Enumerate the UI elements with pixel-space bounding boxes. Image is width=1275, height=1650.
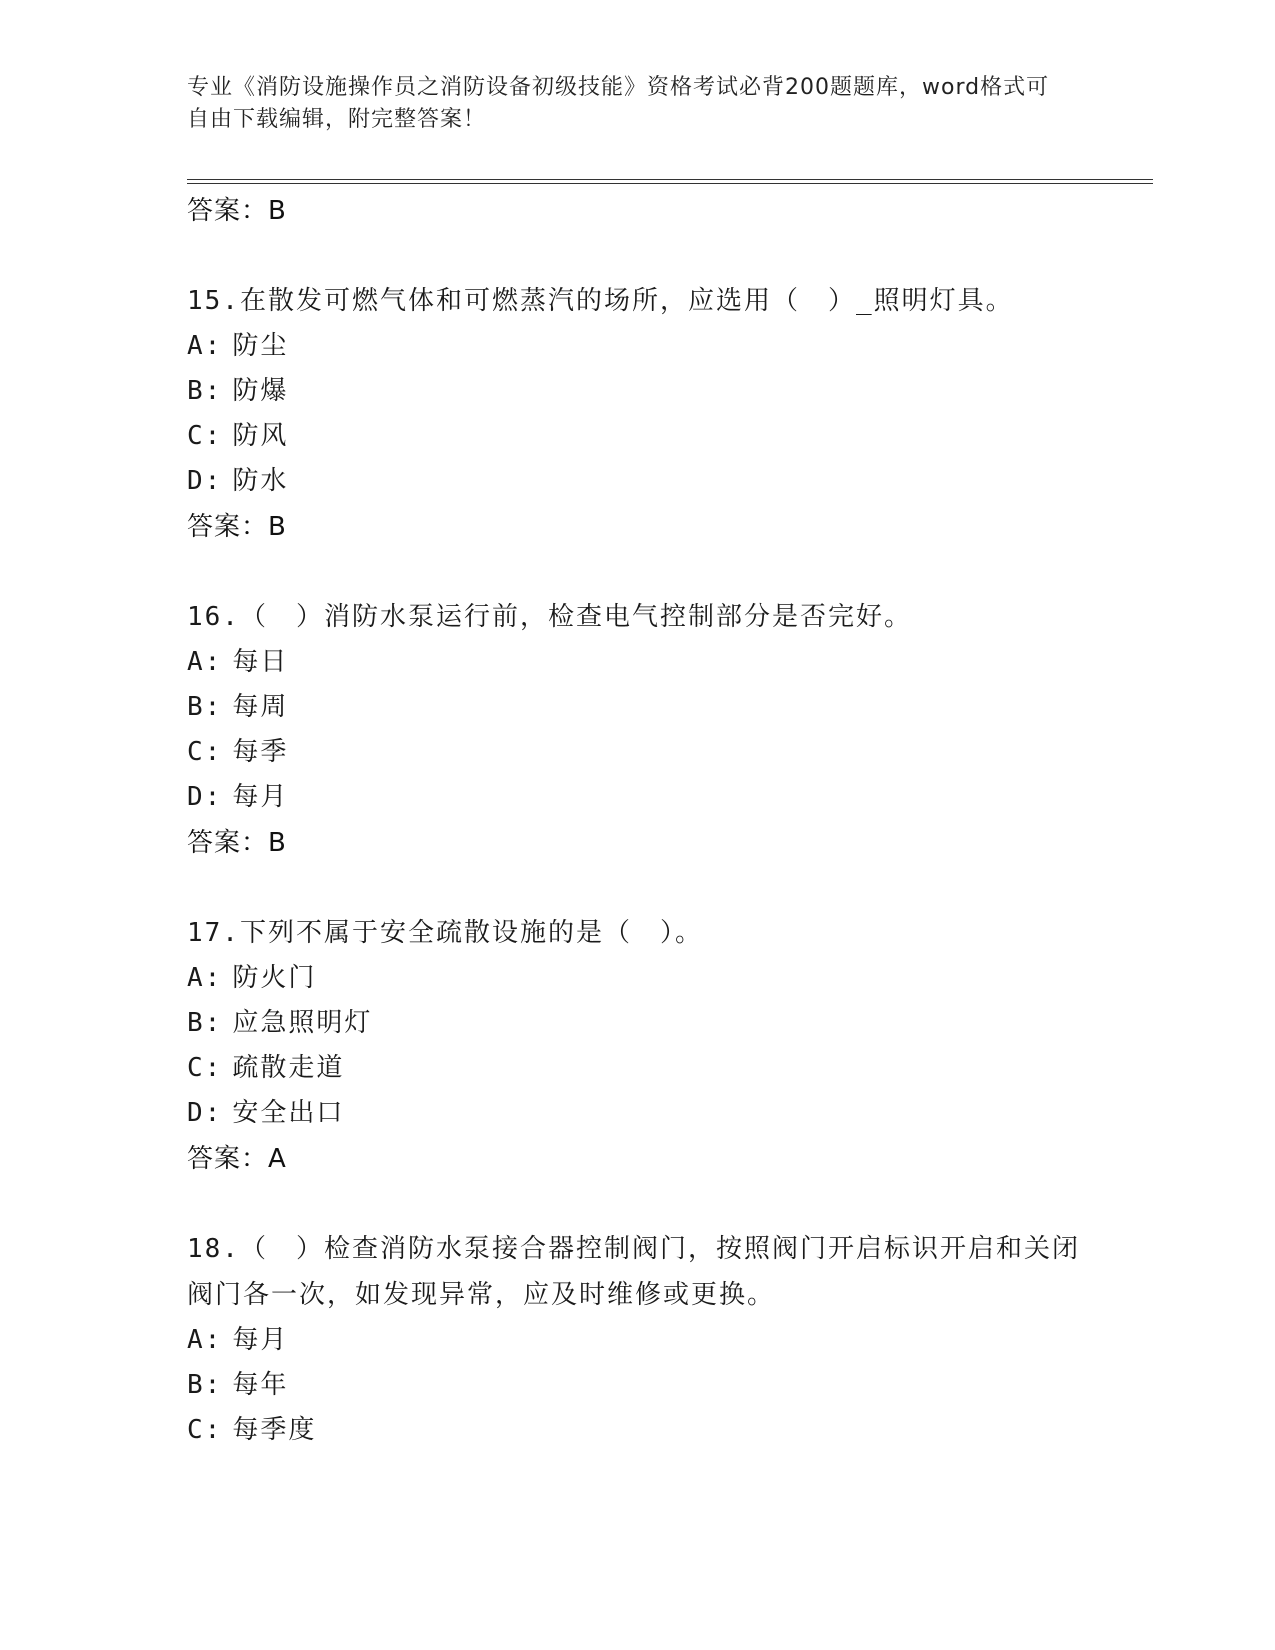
option-d xyxy=(187,1091,1087,1136)
option-text: 每日 xyxy=(232,647,289,677)
option-text: 防尘 xyxy=(232,331,289,361)
option-a xyxy=(187,956,1087,1001)
option-text: 防风 xyxy=(232,421,289,451)
option-text: 每周 xyxy=(232,692,289,722)
option-text: 疏散走道 xyxy=(232,1053,345,1083)
option-a xyxy=(187,324,1087,369)
option-text: 安全出口 xyxy=(232,1098,345,1128)
question-block xyxy=(187,594,1087,866)
option-label: C: xyxy=(187,1053,223,1083)
option-label: A: xyxy=(187,1325,223,1355)
document-content xyxy=(187,188,1087,1453)
header-rule-top xyxy=(187,179,1153,180)
option-label: D: xyxy=(187,466,223,496)
answer-line: 答案：B xyxy=(187,196,287,226)
option-label: C: xyxy=(187,1415,223,1445)
option-d xyxy=(187,775,1087,820)
option-c xyxy=(187,1046,1087,1091)
answer-line: 答案：A xyxy=(187,1144,287,1174)
option-text: 每季 xyxy=(232,737,289,767)
option-text: 每季度 xyxy=(232,1415,317,1445)
option-label: D: xyxy=(187,1098,223,1128)
option-text: 防水 xyxy=(232,466,289,496)
option-label: A: xyxy=(187,331,223,361)
option-text: 防爆 xyxy=(232,376,289,406)
question-text: 18.（ ）检查消防水泵接合器控制阀门，按照阀门开启标识开启和关闭阀门各一次，如发现异常，应及时维修或更换。 xyxy=(187,1234,1080,1310)
option-text: 每月 xyxy=(232,1325,289,1355)
option-text: 应急照明灯 xyxy=(232,1008,373,1038)
option-a xyxy=(187,640,1087,685)
answer-line: 答案：B xyxy=(187,512,287,542)
question-text: 16.（ ）消防水泵运行前，检查电气控制部分是否完好。 xyxy=(187,602,912,632)
option-text: 防火门 xyxy=(232,963,317,993)
option-b xyxy=(187,685,1087,730)
question-text: 15.在散发可燃气体和可燃蒸汽的场所，应选用（ ）_照明灯具。 xyxy=(187,286,1014,316)
option-b xyxy=(187,369,1087,414)
question-text: 17.下列不属于安全疏散设施的是（ ）。 xyxy=(187,918,703,948)
option-label: A: xyxy=(187,963,223,993)
option-text: 每年 xyxy=(232,1370,289,1400)
option-label: A: xyxy=(187,647,223,677)
option-c xyxy=(187,414,1087,459)
option-label: C: xyxy=(187,737,223,767)
option-b xyxy=(187,1363,1087,1408)
option-label: D: xyxy=(187,782,223,812)
answer-line: 答案：B xyxy=(187,828,287,858)
option-label: B: xyxy=(187,1370,223,1400)
option-c xyxy=(187,730,1087,775)
header-rule-bottom xyxy=(187,183,1153,184)
option-label: B: xyxy=(187,376,223,406)
option-label: B: xyxy=(187,692,223,722)
option-text: 每月 xyxy=(232,782,289,812)
option-label: B: xyxy=(187,1008,223,1038)
option-label: C: xyxy=(187,421,223,451)
question-block xyxy=(187,910,1087,1182)
option-a xyxy=(187,1318,1087,1363)
page-header: 专业《消防设施操作员之消防设备初级技能》资格考试必背200题题库，word格式可自由下载编辑，附完整答案！ xyxy=(187,75,1050,132)
option-d xyxy=(187,459,1087,504)
question-block xyxy=(187,278,1087,550)
option-c xyxy=(187,1408,1087,1453)
question-block xyxy=(187,1226,1087,1453)
option-b xyxy=(187,1001,1087,1046)
